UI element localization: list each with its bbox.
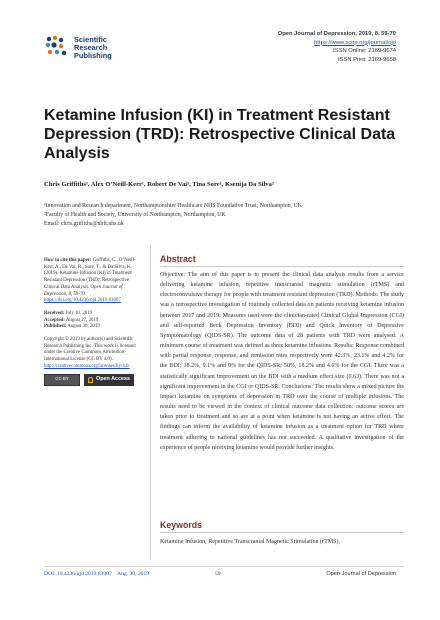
copyright-text: Copyright © 2019 by author(s) and Scientific Research Publishing Inc. This work is licensed under the Creative Commons Attribution International License (CC BY 4.0). [44,337,136,363]
received-date: July 10, 2019 [65,310,93,316]
received-label: Received: [44,310,65,316]
issn-print: ISSN Print: 2169-9658 [337,56,396,63]
author-list: Chris Griffiths¹, Alex O’Neill-Kerr¹, Robert De Vai¹, Tina Sore¹, Ksenija Da Silva² [44,181,274,188]
logo-line: Publishing [74,50,112,60]
issn-online: ISSN Online: 2169-9674 [333,48,396,55]
affiliations [44,202,302,220]
cite-label: How to cite this paper: [44,258,92,263]
published-date: August 30, 2019 [67,324,100,330]
abstract-text: Objective: The aim of this paper is to present the clinical data analysis results from a service delivering ketamine infusion, repetitive transcranial magnetic stimulation (rTMS) and electroconvulsive therapy for people with treatment resistant depression (TRD). Methods: The study was a retrospective investigation of routinely collected data on patients receiving ketamine infusion between 2017 and 2019. Measures used were the clinician-rated Clinical Global Impression (CGI) and self-reported Beck Depression Inventory (BDI) and Quick Inventory of Depressive Symptomatology (QIDS-SR). The outcome data of 28 patients with TRD were analysed. A minimum course of treatment was defined as three ketamine infusions. Results: Response combined with partial response, response, and remission rates respectively were 42.3%, 23.1% and 4.2% for the BDI; 18.2%, 9.1% and 0% for the QIDS-SR; 50%, 18.2% and 4.6% for the CGI. There was a statistically significant improvement on the BDI with a medium effect size (0.63). There was not a significant improvement in the CGI or QIDS-SR. Conclusions: The results show a mixed picture the impact ketamine on symptoms of depression in TRD over the course of multiple infusions. The results need to be viewed in the context of clinical outcome data collection: outcome scores are taken prior to treatment and so are at a point when ketamine is not having an active effect. The findings can inform the availability of ketamine infusion as a treatment option for TRD where treatment adhering to national guidelines has not succeeded. A qualitative investigation of the experience of people receiving ketamine would provide further insights. [160,272,404,451]
publisher-logo-icon [44,34,70,60]
license-link[interactable]: http://creativecommons.org/licenses/by/4.0/ [44,363,130,369]
page-number: 59 [215,571,221,577]
article-sidebar [44,258,144,392]
cite-pages: 59-70. [73,291,87,297]
journal-url-link[interactable]: https://www.scirp.org/journal/ojd [314,39,396,46]
author-email: Email: chris.griffiths@nhft.nhs.uk [44,221,124,227]
footer-doi-date [44,571,149,577]
accepted-date: August 27, 2019 [65,317,99,323]
cite-doi-link[interactable]: https://doi.org/10.4236/ojd.2019.83007 [44,298,121,304]
cc-by-badge[interactable]: CC BY [44,374,80,386]
citation-block [44,258,144,305]
logo-line: Research [74,42,108,52]
footer-doi-link[interactable]: DOI: 10.4236/ojd.2019.83007 [44,571,112,577]
logo-line: Scientific [74,35,107,44]
open-lock-icon [88,377,93,383]
published-label: Published: [44,324,67,330]
affiliation-1: ¹Innovation and Research department, Northamptonshire Healthcare NHS Foundation Trust, Northampton, UK [44,203,302,209]
footer-rule [44,566,404,567]
article-title: Ketamine Infusion (KI) in Treatment Resistant Depression (TRD): Retrospective Clinical Data Analysis [44,107,396,162]
publisher-logo-text [74,36,112,59]
license-badges [44,374,144,386]
open-access-label: Open Access [96,376,130,383]
footer-journal: Open Journal of Depression [326,571,396,577]
cite-text: Griffiths, C., O’Neill-Kerr, A., De Vai, R., Sore, T., & Da Silva, K. (2019). Ketamine Infusion (KI) in Treatment Resistant Depression (TRD): Retrospective Clinical Data Analysis. [44,258,136,290]
journal-citation-line: Open Journal of Depression, 2019, 8, 59-70 [277,31,396,37]
open-access-badge[interactable] [84,374,134,386]
cite-journal: Open Journal of Depression, 8, [44,284,123,297]
column-divider [150,245,151,560]
copyright-block [44,337,144,386]
journal-info [278,30,396,64]
accepted-label: Accepted: [44,317,65,323]
keywords-heading: Keywords [160,520,203,530]
abstract-rule [160,266,404,267]
affiliation-2: ²Faculty of Health and Society, University of Northampton, Northampton, UK [44,212,226,219]
abstract-heading: Abstract [160,254,196,264]
dates-block [44,311,144,331]
footer-date: Aug. 30, 2019 [117,571,150,577]
keywords-rule [160,532,404,533]
keywords-text: Ketamine Infusion, Repetitive Transcranial Magnetic Stimulation (rTMS), [160,539,341,545]
